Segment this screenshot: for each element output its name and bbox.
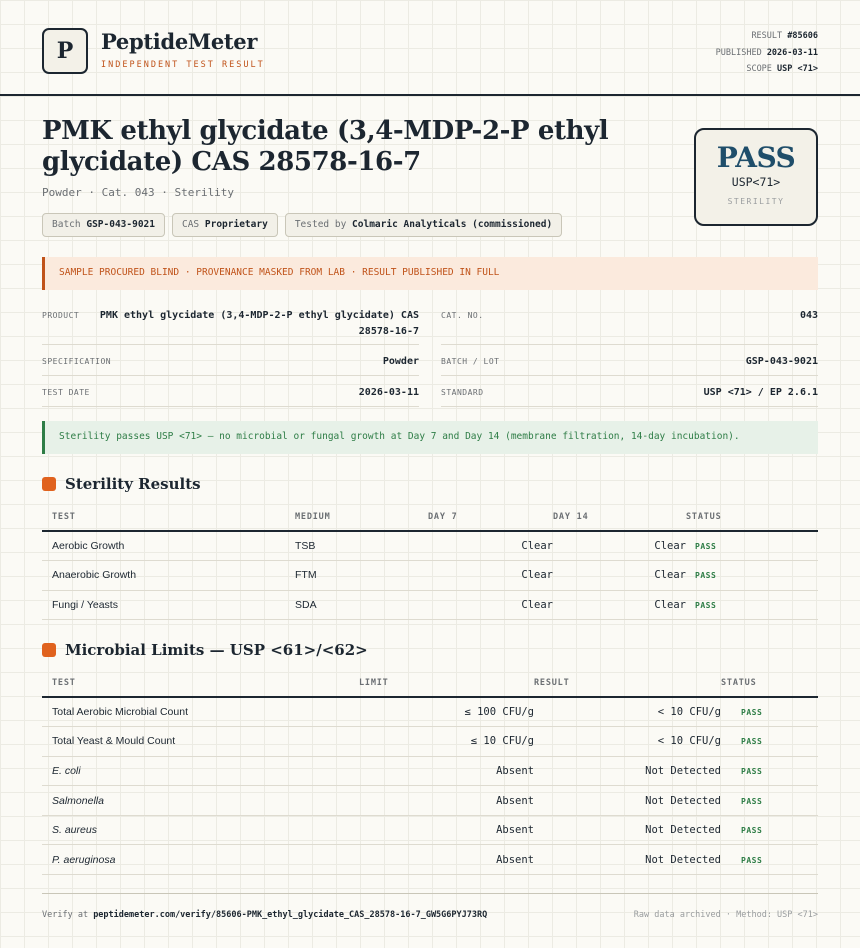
col-status: STATUS (686, 503, 818, 531)
medium-cell: TSB (295, 531, 428, 561)
day7-cell: Clear (428, 590, 553, 620)
table-row (42, 697, 818, 727)
limit-cell: Absent (359, 786, 534, 816)
lab-chip (285, 213, 562, 237)
sterility-section-heading (42, 475, 201, 493)
chip-row (42, 213, 562, 237)
standard-cell (441, 376, 818, 407)
product-label: PRODUCT (42, 311, 80, 320)
chip-value: GSP-043-9021 (86, 219, 155, 230)
published-label: PUBLISHED (715, 47, 762, 58)
day7-cell: Clear (428, 531, 553, 561)
day14-cell: Clear (553, 561, 686, 591)
spec-label: SPECIFICATION (42, 357, 112, 366)
col-day14: DAY 14 (553, 503, 686, 531)
status-badge: PASS (695, 600, 717, 610)
status-badge: PASS (741, 855, 763, 865)
status-badge: PASS (741, 737, 763, 747)
chip-value: Colmaric Analyticals (commissioned) (352, 219, 553, 230)
sterility-section-title: Sterility Results (65, 475, 201, 493)
status-badge: PASS (695, 542, 717, 552)
batch-value: GSP-043-9021 (745, 356, 818, 367)
section-marker-icon (42, 643, 56, 657)
test-cell: Total Yeast & Mould Count (42, 727, 359, 757)
result-cell: < 10 CFU/g (534, 727, 721, 757)
procurement-notice: SAMPLE PROCURED BLIND · PROVENANCE MASKED FROM LAB · RESULT PUBLISHED IN FULL (42, 257, 818, 290)
brand-tagline: INDEPENDENT TEST RESULT (101, 60, 265, 70)
col-test: TEST (42, 503, 295, 531)
result-number: #85606 (787, 31, 818, 41)
published-date: 2026-03-11 (766, 47, 818, 58)
verdict-category: STERILITY (727, 197, 785, 206)
test-cell: E. coli (42, 756, 359, 786)
archive-note: Raw data archived · Method: USP <71> (633, 910, 818, 920)
limit-cell: ≤ 10 CFU/g (359, 727, 534, 757)
status-badge: PASS (741, 796, 763, 806)
spec-value: Powder (382, 356, 419, 367)
day14-cell: Clear (553, 531, 686, 561)
product-cell (42, 305, 419, 345)
chip-label: CAS (181, 219, 200, 230)
date-value: 2026-03-11 (358, 387, 419, 398)
verify-line (42, 910, 487, 920)
standard-label: STANDARD (441, 388, 484, 397)
medium-cell: FTM (295, 561, 428, 591)
batch-chip (42, 213, 165, 237)
table-row (42, 561, 818, 591)
test-cell: Anaerobic Growth (42, 561, 295, 591)
col-test: TEST (42, 669, 359, 697)
table-row (42, 590, 818, 620)
standard-value: USP <71> / EP 2.6.1 (703, 387, 818, 398)
status-badge: PASS (695, 571, 717, 581)
table-row (42, 531, 818, 561)
page-header (0, 0, 860, 96)
spec-cell (42, 345, 419, 376)
microbial-section-title: Microbial Limits — USP <61>/<62> (65, 641, 368, 659)
day14-cell: Clear (553, 590, 686, 620)
result-meta (716, 28, 818, 78)
cas-chip (172, 213, 278, 237)
page-title: PMK ethyl glycidate (3,4-MDP-2-P ethyl glycidate) CAS 28578-16-7 (42, 116, 609, 177)
verify-prefix: Verify at (42, 910, 89, 920)
col-day7: DAY 7 (428, 503, 553, 531)
result-cell: Not Detected (534, 845, 721, 875)
date-label: TEST DATE (42, 388, 90, 397)
verdict-standard: USP<71> (731, 175, 781, 189)
table-row (42, 727, 818, 757)
chip-value: Proprietary (204, 219, 268, 230)
verdict-badge (694, 128, 818, 226)
scope-label: SCOPE (746, 64, 772, 74)
status-badge: PASS (741, 826, 763, 836)
cat-cell (441, 305, 818, 345)
product-value: PMK ethyl glycidate (3,4-MDP-2-P ethyl glycidate) CAS 28578-16-7 (99, 310, 419, 337)
result-label: RESULT (751, 31, 783, 41)
table-header-row (42, 503, 818, 531)
table-row (42, 815, 818, 845)
cat-label: CAT. NO. (441, 311, 484, 320)
footer-divider (42, 893, 818, 894)
brand-name: PeptideMeter (101, 29, 258, 54)
result-cell: Not Detected (534, 815, 721, 845)
table-row (42, 845, 818, 875)
date-cell (42, 376, 419, 407)
summary-note: Sterility passes USP <71> — no microbial or fungal growth at Day 7 and Day 14 (membrane filtration, 14-day incubation). (42, 421, 818, 454)
status-badge: PASS (741, 766, 763, 776)
scope-value: USP <71> (777, 64, 818, 74)
verdict-word: PASS (716, 141, 796, 174)
brand-logo: P (42, 28, 88, 74)
batch-cell (441, 345, 818, 376)
microbial-table (42, 669, 818, 875)
limit-cell: Absent (359, 756, 534, 786)
table-row (42, 786, 818, 816)
test-cell: P. aeruginosa (42, 845, 359, 875)
chip-label: Batch (52, 219, 81, 230)
col-medium: MEDIUM (295, 503, 428, 531)
cat-value: 043 (799, 310, 818, 321)
page-subtitle: Powder · Cat. 043 · Sterility (42, 186, 235, 199)
day7-cell: Clear (428, 561, 553, 591)
batch-label: BATCH / LOT (441, 357, 500, 366)
status-badge: PASS (741, 708, 763, 718)
microbial-section-heading (42, 641, 368, 659)
test-cell: Salmonella (42, 786, 359, 816)
medium-cell: SDA (295, 590, 428, 620)
test-cell: Aerobic Growth (42, 531, 295, 561)
limit-cell: Absent (359, 815, 534, 845)
col-limit: LIMIT (359, 669, 534, 697)
result-cell: Not Detected (534, 756, 721, 786)
verify-link[interactable]: peptidemeter.com/verify/85606-PMK_ethyl_glycidate_CAS_28578-16-7_GW5G6PYJ73RQ (93, 910, 488, 920)
limit-cell: ≤ 100 CFU/g (359, 697, 534, 727)
result-cell: < 10 CFU/g (534, 697, 721, 727)
section-marker-icon (42, 477, 56, 491)
col-result: RESULT (534, 669, 721, 697)
col-status: STATUS (721, 669, 818, 697)
chip-label: Tested by (294, 219, 347, 230)
table-header-row (42, 669, 818, 697)
result-cell: Not Detected (534, 786, 721, 816)
test-cell: S. aureus (42, 815, 359, 845)
table-row (42, 756, 818, 786)
test-cell: Fungi / Yeasts (42, 590, 295, 620)
limit-cell: Absent (359, 845, 534, 875)
sterility-table (42, 503, 818, 620)
test-cell: Total Aerobic Microbial Count (42, 697, 359, 727)
